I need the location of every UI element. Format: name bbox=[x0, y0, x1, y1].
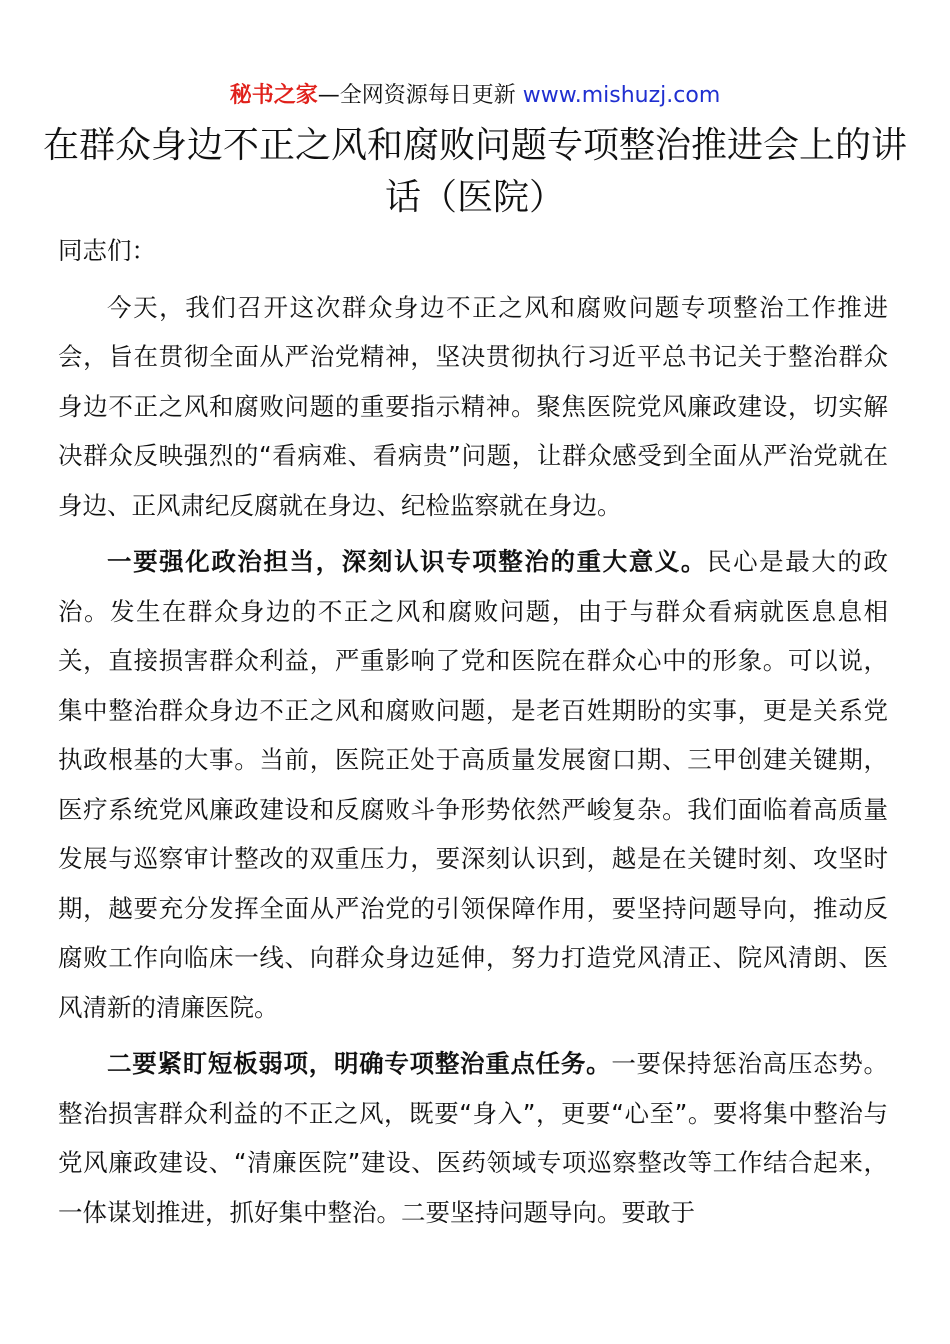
paragraph-intro bbox=[58, 283, 888, 531]
paragraph-text: 民心是最大的政治。发生在群众身边的不正之风和腐败问题，由于与群众看病就医息息相关，直接损害群众利益，严重影响了党和医院在群众心中的形象。可以说，集中整治群众身边不正之风和腐败问题，是老百姓期盼的实事，更是关系党执政根基的大事。当前，医院正处于高质量发展窗口期、三甲创建关键期，医疗系统党风廉政建设和反腐败斗争形势依然严峻复杂。我们面临着高质量发展与巡察审计整改的双重压力，要深刻认识到，越是在关键时刻、攻坚时期，越要充分发挥全面从严治党的引领保障作用，要坚持问题导向，推动反腐败工作向临床一线、向群众身边延伸，努力打造党风清正、院风清朗、医风清新的清廉医院。 bbox=[58, 547, 889, 1022]
document-body bbox=[58, 226, 888, 1244]
site-header bbox=[0, 80, 950, 112]
header-url[interactable]: www.mishuzj.com bbox=[522, 83, 721, 108]
paragraph-text: 一要保持惩治高压态势。整治损害群众利益的不正之风，既要“身入”，更要“心至”。要将集中整治与党风廉政建设、“清廉医院”建设、医药领域专项巡察整改等工作结合起来，一体谋划推进，抓好集中整治。二要坚持问题导向。要敢于 bbox=[58, 1049, 889, 1227]
brand-name: 秘书之家 bbox=[229, 83, 318, 108]
paragraph-text: 今天，我们召开这次群众身边不正之风和腐败问题专项整治工作推进会，旨在贯彻全面从严治党精神，坚决贯彻执行习近平总书记关于整治群众身边不正之风和腐败问题的重要指示精神。聚焦医院党风廉政建设，切实解决群众反映强烈的“看病难、看病贵”问题，让群众感受到全面从严治党就在身边、正风肃纪反腐就在身边、纪检监察就在身边。 bbox=[58, 292, 888, 520]
paragraph-heading: 一要强化政治担当，深刻认识专项整治的重大意义。 bbox=[107, 547, 707, 576]
salutation: 同志们： bbox=[58, 236, 156, 265]
paragraph-heading: 二要紧盯短板弱项，明确专项整治重点任务。 bbox=[107, 1049, 612, 1078]
paragraph-section-1 bbox=[58, 537, 888, 1032]
document-title: 在群众身边不正之风和腐败问题专项整治推进会上的讲话（医院） bbox=[42, 125, 907, 218]
paragraph-section-2 bbox=[58, 1039, 888, 1237]
header-tagline: —全网资源每日更新 bbox=[317, 83, 523, 108]
